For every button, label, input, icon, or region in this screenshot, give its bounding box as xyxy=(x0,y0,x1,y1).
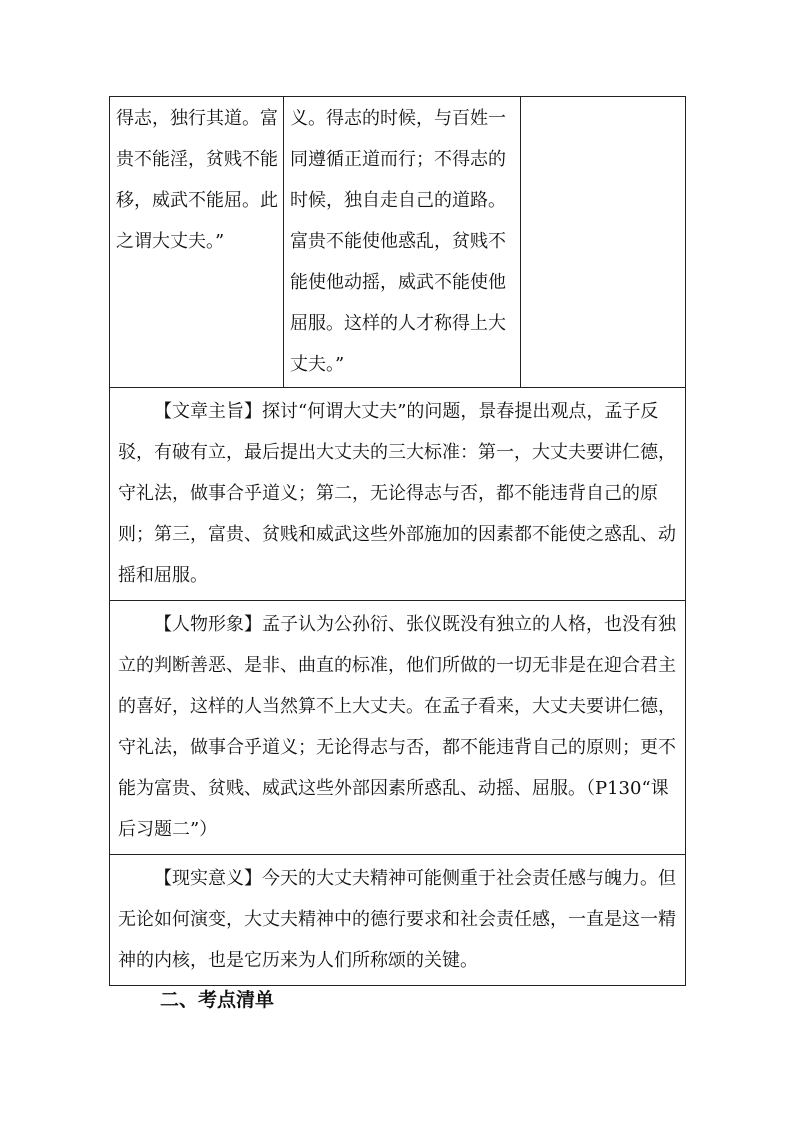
notes-cell xyxy=(521,97,686,388)
text-translation-row xyxy=(110,97,686,388)
character-cell xyxy=(110,601,686,855)
section-heading: 二、考点清单 xyxy=(160,989,275,1011)
translation-text: 义。得志的时候，与百姓一同遵循正道而行；不得志的时候，独自走自己的道路。富贵不能使他惑乱，贫贱不能使他动摇，威武不能使他屈服。这样的人才称得上大丈夫。” xyxy=(290,108,506,375)
original-text-cell xyxy=(110,97,284,388)
meaning-label: 【现实意义】 xyxy=(154,868,262,889)
theme-label: 【文章主旨】 xyxy=(154,401,262,422)
character-text: 孟子认为公孙衍、张仪既没有独立的人格，也没有独立的判断善恶、是非、曲直的标准，他们所做的一切无非是在迎合君主的喜好，这样的人当然算不上大丈夫。在孟子看来，大丈夫要讲仁德，守礼法，做事合乎道义；无论得志与否，都不能违背自己的原则；更不能为富贵、贫贱、威武这些外部因素所惑乱、动摇、屈服。（P130“课后习题二”） xyxy=(118,614,676,840)
character-label: 【人物形象】 xyxy=(154,614,262,635)
character-paragraph xyxy=(110,601,685,854)
theme-text: 探讨“何谓大丈夫”的问题，景春提出观点，孟子反驳，有破有立，最后提出大丈夫的三大标准：第一，大丈夫要讲仁德，守礼法，做事合乎道义；第二，无论得志与否，都不能违背自己的原则；第三，富贵、贫贱和威武这些外部施加的因素都不能使之惑乱、动摇和屈服。 xyxy=(118,401,676,586)
meaning-row xyxy=(110,855,686,986)
meaning-paragraph xyxy=(110,855,685,985)
meaning-text: 今天的大丈夫精神可能侧重于社会责任感与魄力。但无论如何演变，大丈夫精神中的德行要求和社会责任感，一直是这一精神的内核，也是它历来为人们所称颂的关键。 xyxy=(118,868,676,971)
meaning-cell xyxy=(110,855,686,986)
theme-row xyxy=(110,388,686,601)
original-text: 得志，独行其道。富贵不能淫，贫贱不能移，威武不能屈。此之谓大丈夫。” xyxy=(116,108,278,252)
translation-cell xyxy=(284,97,521,388)
content-table xyxy=(109,96,686,986)
character-row xyxy=(110,601,686,855)
theme-paragraph xyxy=(110,388,685,600)
theme-cell xyxy=(110,388,686,601)
